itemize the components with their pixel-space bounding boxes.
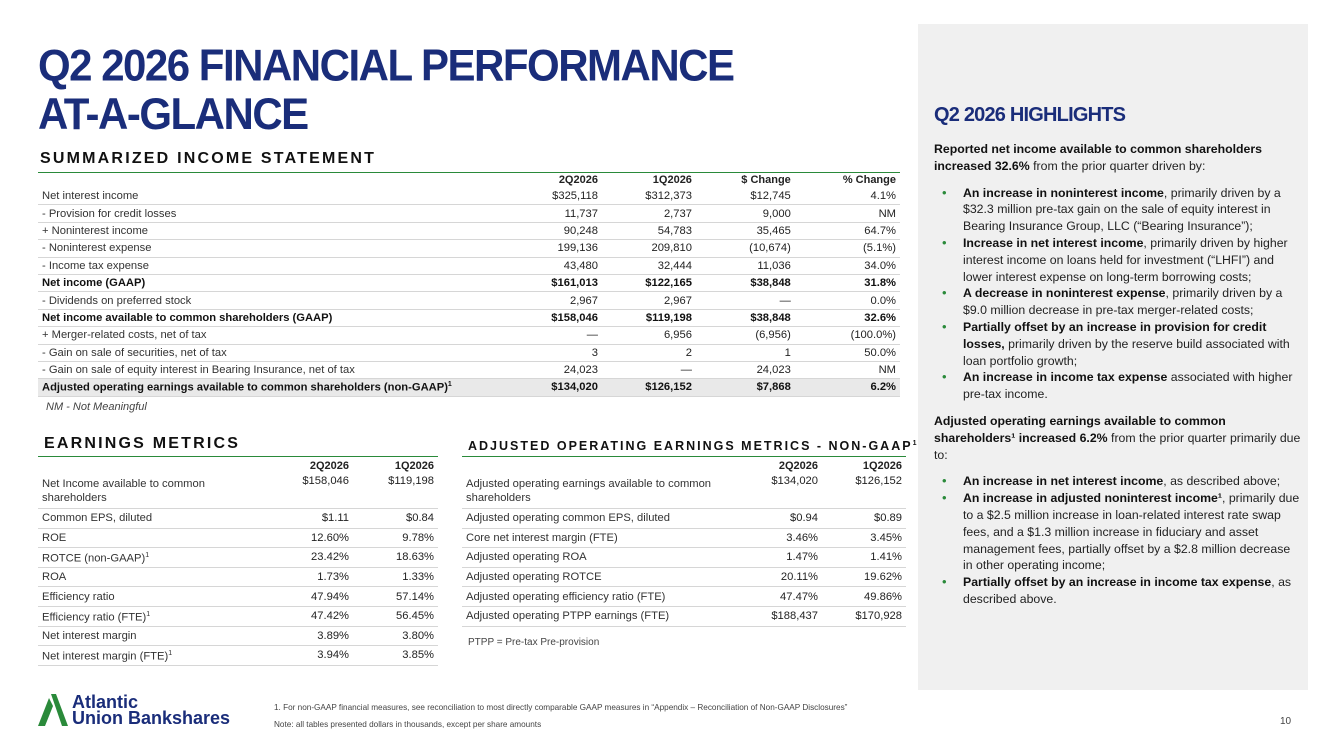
table-header-row	[38, 457, 438, 475]
table-row	[38, 509, 438, 529]
footnote-marker: 1	[146, 610, 151, 618]
table-row	[38, 528, 438, 548]
row-label-text: ROA	[42, 571, 67, 584]
row-value: $170,928	[822, 606, 906, 626]
row-value: $122,165	[602, 274, 696, 291]
row-value: 47.94%	[248, 587, 353, 607]
column-header: 1Q2026	[862, 459, 902, 472]
column-header: 2Q2026	[558, 174, 598, 187]
row-value: 3.80%	[353, 626, 438, 646]
row-value: 199,136	[508, 240, 602, 257]
row-value: 3.85%	[353, 646, 438, 666]
row-label	[38, 379, 508, 396]
row-value: —	[602, 361, 696, 378]
income-statement-table	[38, 172, 900, 397]
row-value: 3.46%	[742, 528, 822, 548]
highlight-bullet	[934, 185, 1302, 235]
row-value: 11,036	[696, 257, 795, 274]
row-value: 31.8%	[795, 274, 900, 291]
row-value: $325,118	[508, 188, 602, 205]
row-label-text: Adjusted operating earnings available to common shareholders (non-GAAP)	[42, 381, 448, 394]
table-row	[38, 257, 900, 274]
row-label-text: ROTCE (non-GAAP)	[42, 552, 146, 565]
row-label	[462, 587, 742, 607]
row-label-text: - Provision for credit losses	[42, 207, 177, 220]
row-label-text: Core net interest margin (FTE)	[466, 531, 618, 544]
highlight-bullet	[934, 574, 1302, 608]
row-value: 3	[508, 344, 602, 361]
highlight-bullet	[934, 235, 1302, 285]
earnings-metrics-heading: EARNINGS METRICS	[44, 435, 241, 452]
row-label	[38, 188, 508, 205]
row-value: (10,674)	[696, 240, 795, 257]
row-value: $188,437	[742, 606, 822, 626]
row-label-text: Adjusted operating ROA	[466, 551, 587, 564]
highlights-body	[934, 141, 1302, 618]
logo-wordmark	[72, 694, 230, 726]
row-value: 1.33%	[353, 567, 438, 587]
row-value: 9.78%	[353, 528, 438, 548]
footnote-marker: 1	[145, 552, 150, 560]
row-label-text: Adjusted operating ROTCE	[466, 571, 602, 584]
footnote-2: Note: all tables presented dollars in thousands, except per share amounts	[274, 720, 542, 729]
row-value: 64.7%	[795, 222, 900, 239]
row-label-text: Net interest margin (FTE)	[42, 650, 169, 663]
row-label-text: Net interest income	[42, 189, 139, 202]
row-label-text: - Gain on sale of equity interest in Bearing Insurance, net of tax	[42, 364, 355, 377]
table-row	[462, 509, 906, 529]
row-value: $158,046	[248, 475, 353, 509]
row-label	[38, 327, 508, 344]
row-label	[38, 274, 508, 291]
row-value: 19.62%	[822, 567, 906, 587]
row-value: 9,000	[696, 205, 795, 222]
row-value: NM	[795, 361, 900, 378]
row-label	[38, 309, 508, 326]
table-row	[38, 361, 900, 378]
highlight-bullet-text: , primarily driven by higher interest income on loans held for investment (“LHFI”) and lower interest expense on long-term borrowing costs;	[963, 235, 1288, 284]
row-value: 2,967	[602, 292, 696, 309]
table-row	[462, 475, 906, 509]
row-value: 1	[696, 344, 795, 361]
table-row	[462, 587, 906, 607]
row-value: $126,152	[822, 475, 906, 509]
table-row	[38, 646, 438, 666]
table-row	[462, 548, 906, 568]
row-label	[38, 361, 508, 378]
highlight-bullet-text: , primarily driven by a $9.0 million decrease in pre-tax merger-related costs;	[963, 286, 1283, 318]
table-header-row	[462, 457, 906, 475]
page-number: 10	[1280, 716, 1292, 727]
highlights-intro-2	[934, 413, 1302, 463]
highlights-intro-1	[934, 141, 1302, 175]
highlight-bullet-text: , as described above.	[963, 575, 1292, 606]
row-value: 43,480	[508, 257, 602, 274]
income-statement-heading: SUMMARIZED INCOME STATEMENT	[40, 150, 377, 167]
row-value: (100.0%)	[795, 327, 900, 344]
row-value: 3.94%	[248, 646, 353, 666]
highlights-intro-1-bold: Reported net income available to common shareholders increased 32.6%	[934, 142, 1262, 173]
highlight-bullet-bold: A decrease in noninterest expense	[963, 286, 1166, 301]
row-value: $0.84	[353, 509, 438, 529]
highlight-bullet-bold: An increase in net interest income	[963, 474, 1164, 489]
table-row	[38, 567, 438, 587]
column-header: % Change	[842, 174, 896, 187]
row-label	[462, 567, 742, 587]
row-value: 209,810	[602, 240, 696, 257]
row-label-text: - Gain on sale of securities, net of tax	[42, 346, 227, 359]
row-value: 57.14%	[353, 587, 438, 607]
row-label-text: Efficiency ratio (FTE)	[42, 611, 147, 624]
row-value: 50.0%	[795, 344, 900, 361]
column-header: 1Q2026	[394, 459, 434, 472]
row-label	[38, 240, 508, 257]
row-label-text: Net Income available to common shareholders	[42, 478, 205, 505]
table-row	[38, 240, 900, 257]
row-value: 3.45%	[822, 528, 906, 548]
adjusted-metrics-heading	[468, 439, 918, 453]
row-label	[38, 292, 508, 309]
header-cell-label	[38, 173, 508, 188]
table-row	[38, 222, 900, 239]
row-value: 6,956	[602, 327, 696, 344]
table-row	[38, 309, 900, 326]
highlights-intro-2-bold: Adjusted operating earnings available to common shareholders¹ increased 6.2%	[934, 413, 1226, 445]
column-header: 2Q2026	[309, 459, 349, 472]
row-value: 6.2%	[795, 379, 900, 396]
row-value: 56.45%	[353, 606, 438, 626]
row-label	[38, 587, 248, 607]
table-row	[38, 626, 438, 646]
row-value: $7,868	[696, 379, 795, 396]
highlight-bullet-text: , primarily driven by a $32.3 million pre-tax gain on the sale of equity interest in Bearing Insurance Group, LLC (“Bearing Insurance”);	[963, 185, 1281, 234]
row-label-text: Net income available to common shareholders (GAAP)	[42, 311, 333, 324]
row-value: NM	[795, 205, 900, 222]
row-value: $12,745	[696, 188, 795, 205]
highlights-intro-1-text: from the prior quarter driven by:	[1029, 158, 1206, 173]
table-row	[38, 205, 900, 222]
page-title-line1: Q2 2026 FINANCIAL PERFORMANCE	[38, 40, 734, 90]
row-value: 1.73%	[248, 567, 353, 587]
row-value: $134,020	[742, 475, 822, 509]
page-title	[38, 42, 734, 139]
footnote-marker: 1	[168, 650, 173, 658]
row-label-text: Common EPS, diluted	[42, 512, 153, 525]
row-value: 90,248	[508, 222, 602, 239]
footnote-1: 1. For non-GAAP financial measures, see reconciliation to most directly comparable GAAP measures in “Appendix – Reconciliation of Non-GAAP Disclosures”	[274, 703, 848, 712]
row-value: 35,465	[696, 222, 795, 239]
table-row	[38, 274, 900, 291]
row-value: 23.42%	[248, 548, 353, 568]
row-value: $134,020	[508, 379, 602, 396]
table-row	[462, 567, 906, 587]
highlight-bullet	[934, 473, 1302, 490]
table-row	[38, 379, 900, 396]
row-label	[38, 205, 508, 222]
row-label-text: Net income (GAAP)	[42, 277, 146, 290]
row-label	[38, 475, 248, 509]
row-label-text: Net interest margin	[42, 629, 137, 642]
row-value: 0.0%	[795, 292, 900, 309]
row-label-text: - Noninterest expense	[42, 242, 152, 255]
highlight-bullet-text: , primarily due to a $2.5 million increase in loan-related interest rate swap fees, and a $1.3 million increase in fiduciary and asset management fees, partially offset by a $2.8 million decrease in other operating income;	[963, 491, 1300, 573]
highlights-list-2	[934, 473, 1302, 607]
highlights-panel	[918, 24, 1308, 690]
row-label-text: Adjusted operating PTPP earnings (FTE)	[466, 610, 670, 623]
footnote-marker: 1	[447, 381, 452, 389]
row-label	[38, 606, 248, 626]
page-title-line2: AT-A-GLANCE	[38, 88, 308, 139]
header-cell-label	[38, 457, 248, 475]
row-value: 49.86%	[822, 587, 906, 607]
row-label-text: Adjusted operating common EPS, diluted	[466, 512, 670, 525]
row-label	[38, 528, 248, 548]
highlight-bullet-text: , as described above;	[1163, 474, 1281, 489]
row-label	[462, 606, 742, 626]
row-label	[462, 475, 742, 509]
adjusted-metrics-table	[462, 456, 906, 627]
row-value: (6,956)	[696, 327, 795, 344]
highlights-intro-2-text: from the prior quarter primarily due to:	[934, 430, 1301, 462]
row-label	[462, 528, 742, 548]
row-label	[38, 509, 248, 529]
row-value: 12.60%	[248, 528, 353, 548]
row-label-text: - Income tax expense	[42, 259, 149, 272]
row-label-text: + Merger-related costs, net of tax	[42, 329, 207, 342]
row-label-text: Adjusted operating efficiency ratio (FTE)	[466, 590, 666, 603]
row-value: $38,848	[696, 309, 795, 326]
row-value: $126,152	[602, 379, 696, 396]
row-label	[38, 222, 508, 239]
row-label	[462, 548, 742, 568]
row-value: 32.6%	[795, 309, 900, 326]
highlight-bullet	[934, 285, 1302, 319]
table-row	[38, 606, 438, 626]
row-value: 2,737	[602, 205, 696, 222]
row-value: (5.1%)	[795, 240, 900, 257]
column-header: 2Q2026	[778, 459, 818, 472]
row-label	[38, 646, 248, 666]
logo-mark-icon	[38, 694, 68, 726]
row-value: 3.89%	[248, 626, 353, 646]
row-label-text: ROE	[42, 531, 67, 544]
row-value: 47.47%	[742, 587, 822, 607]
row-value: $161,013	[508, 274, 602, 291]
highlights-list-1	[934, 185, 1302, 403]
row-value: $119,198	[602, 309, 696, 326]
row-value: 11,737	[508, 205, 602, 222]
row-value: 18.63%	[353, 548, 438, 568]
row-value: $158,046	[508, 309, 602, 326]
logo-line1: Atlantic	[72, 692, 139, 712]
row-label	[38, 567, 248, 587]
table-header-row	[38, 173, 900, 188]
logo-line2: Union Bankshares	[72, 708, 231, 728]
highlight-bullet	[934, 490, 1302, 574]
highlight-bullet-bold: An increase in adjusted noninterest income¹	[963, 491, 1222, 506]
row-label	[462, 509, 742, 529]
row-value: 2,967	[508, 292, 602, 309]
row-label-text: + Noninterest income	[42, 224, 149, 237]
highlight-bullet	[934, 319, 1302, 369]
header-cell-label	[462, 457, 742, 475]
highlight-bullet-bold: Increase in net interest income	[963, 235, 1144, 250]
row-value: 20.11%	[742, 567, 822, 587]
row-value: $38,848	[696, 274, 795, 291]
nm-note: NM - Not Meaningful	[46, 401, 147, 413]
highlights-title: Q2 2026 HIGHLIGHTS	[934, 104, 1126, 126]
highlight-bullet-bold: An increase in noninterest income	[963, 185, 1164, 200]
table-row	[38, 548, 438, 568]
row-value: 1.47%	[742, 548, 822, 568]
row-label-text: - Dividends on preferred stock	[42, 294, 192, 307]
table-row	[38, 327, 900, 344]
table-row	[38, 344, 900, 361]
row-value: $312,373	[602, 188, 696, 205]
column-header: $ Change	[741, 174, 791, 187]
table-row	[462, 528, 906, 548]
row-value: 32,444	[602, 257, 696, 274]
table-row	[38, 475, 438, 509]
table-row	[462, 606, 906, 626]
row-label	[38, 257, 508, 274]
row-value: $0.94	[742, 509, 822, 529]
adjusted-metrics-heading-text: ADJUSTED OPERATING EARNINGS METRICS - NON-GAAP	[468, 439, 913, 453]
ptpp-note: PTPP = Pre-tax Pre-provision	[468, 637, 600, 648]
row-value: 24,023	[508, 361, 602, 378]
table-row	[38, 188, 900, 205]
row-value: $1.11	[248, 509, 353, 529]
row-value: —	[508, 327, 602, 344]
row-label	[38, 548, 248, 568]
row-value: 24,023	[696, 361, 795, 378]
company-logo	[38, 694, 230, 726]
table-row	[38, 587, 438, 607]
row-label	[38, 344, 508, 361]
row-label-text: Adjusted operating earnings available to common shareholders	[466, 478, 712, 505]
row-value: —	[696, 292, 795, 309]
row-value: 2	[602, 344, 696, 361]
row-value: $0.89	[822, 509, 906, 529]
row-value: 34.0%	[795, 257, 900, 274]
highlight-bullet-text: associated with higher pre-tax income.	[963, 370, 1293, 402]
earnings-metrics-table	[38, 456, 438, 666]
highlight-bullet-bold: Partially offset by an increase in provision for credit losses,	[963, 319, 1267, 351]
row-value: $119,198	[353, 475, 438, 509]
column-header: 1Q2026	[652, 174, 692, 187]
adjusted-metrics-heading-sup: 1	[912, 439, 919, 447]
highlight-bullet-bold: An increase in income tax expense	[963, 370, 1168, 385]
row-label	[38, 626, 248, 646]
highlight-bullet	[934, 369, 1302, 403]
row-value: 54,783	[602, 222, 696, 239]
row-label-text: Efficiency ratio	[42, 590, 115, 603]
row-value: 1.41%	[822, 548, 906, 568]
row-value: 4.1%	[795, 188, 900, 205]
table-row	[38, 292, 900, 309]
highlight-bullet-text: primarily driven by the reserve build associated with loan portfolio growth;	[963, 336, 1290, 368]
highlight-bullet-bold: Partially offset by an increase in income tax expense	[963, 575, 1272, 590]
row-value: 47.42%	[248, 606, 353, 626]
